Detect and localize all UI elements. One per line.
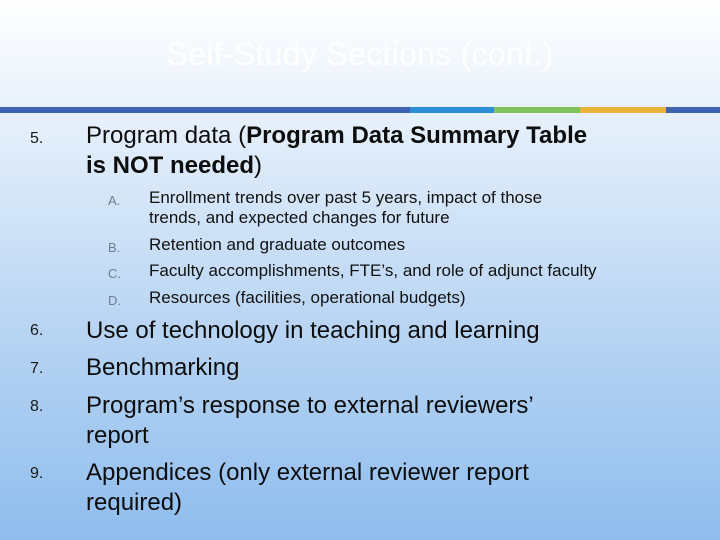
sublist-letter-a: A. [108,193,121,208]
item5-text-before: Program data ( [86,122,247,149]
item5-text-after: ) [254,152,263,179]
list-number-6: 6. [30,322,44,339]
stripe-segment-rest [666,107,720,113]
list-item-9-line1: Appendices (only external reviewer report [86,459,529,486]
stripe-segment-gold [580,107,666,113]
title-color-stripe [0,107,720,113]
sublist-item-a-line2: trends, and expected changes for future [149,208,450,227]
stripe-segment-lightblue [410,107,494,113]
sublist-item-b: Retention and graduate outcomes [149,235,406,254]
sublist-item-c: Faculty accomplishments, FTE’s, and role of adjunct faculty [149,261,597,280]
stripe-segment-green [494,107,580,113]
stripe-segment-blue [0,107,410,113]
list-item-6: Use of technology in teaching and learning [86,317,540,344]
list-item-5-line2 [86,151,262,181]
list-item-8-line2: report [86,422,149,449]
slide-title: Self-Study Sections (cont.) [166,36,554,72]
sublist-letter-c: C. [108,266,121,281]
item5-bold-1: Program Data Summary Table [246,122,588,149]
list-number-7: 7. [30,360,44,377]
list-item-8-line1: Program’s response to external reviewers’ [86,392,534,419]
list-number-9: 9. [30,465,44,482]
item5-bold-2: is NOT needed [86,152,255,179]
sublist-letter-b: B. [108,240,121,255]
list-number-8: 8. [30,398,44,415]
list-number-5: 5. [30,130,44,147]
sublist-item-a-line1: Enrollment trends over past 5 years, impact of those [149,188,543,207]
list-item-7: Benchmarking [86,354,240,381]
sublist-letter-d: D. [108,293,121,308]
sublist-item-d: Resources (facilities, operational budgets) [149,288,466,307]
list-item-9-line2: required) [86,489,183,516]
list-item-5-line1 [86,121,587,151]
